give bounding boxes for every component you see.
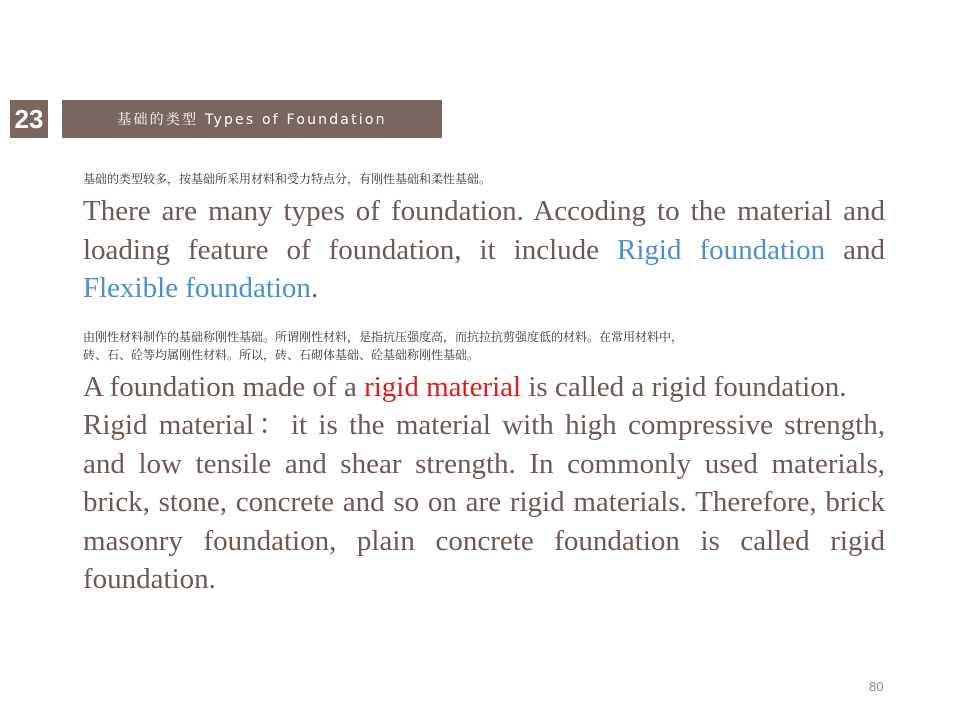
paragraph-1-text-b: and — [825, 233, 885, 266]
paragraph-2-chinese-line-2: 砖、石、砼等均属刚性材料。所以，砖、石砌体基础、砼基础称刚性基础。 — [83, 347, 480, 362]
slide-number: 23 — [14, 103, 44, 134]
paragraph-1-text-a: There are many types of foundation. Accoding to the material and loading feature of foundation, it include — [83, 195, 885, 266]
slide-number-badge — [10, 100, 48, 138]
slide-title-bar — [62, 100, 442, 138]
slide-title: 基础的类型 Types of Foundation — [117, 112, 387, 128]
paragraph-2-text-b: is called a rigid foundation. — [521, 370, 847, 403]
page-number: 80 — [869, 679, 884, 694]
flexible-foundation-term: Flexible foundation — [83, 272, 311, 304]
rigid-material-term: rigid material — [364, 370, 522, 403]
paragraph-2-chinese-line-1: 由刚性材料制作的基础称刚性基础。所谓刚性材料，是指抗压强度高，而抗拉抗剪强度低的材料。在常用材料中， — [83, 329, 684, 344]
paragraph-2-chinese — [83, 328, 885, 364]
paragraph-3-english: Rigid material：it is the material with high compressive strength, and low tensile and shear strength. In commonly used materials, brick, stone, concrete and so on are rigid materials. Therefore, brick masonry foundation, plain concrete foundation is called rigid foundation. — [83, 409, 885, 595]
paragraph-1-english — [83, 192, 885, 308]
rigid-foundation-term: Rigid foundation — [617, 233, 826, 266]
paragraph-1-text-c: . — [310, 272, 319, 304]
paragraph-2-text-a: A foundation made of a — [83, 370, 365, 403]
slide-content — [83, 170, 885, 599]
paragraph-1-chinese: 基础的类型较多，按基础所采用材料和受力特点分，有刚性基础和柔性基础。 — [83, 172, 492, 186]
paragraph-2-english — [83, 368, 885, 407]
